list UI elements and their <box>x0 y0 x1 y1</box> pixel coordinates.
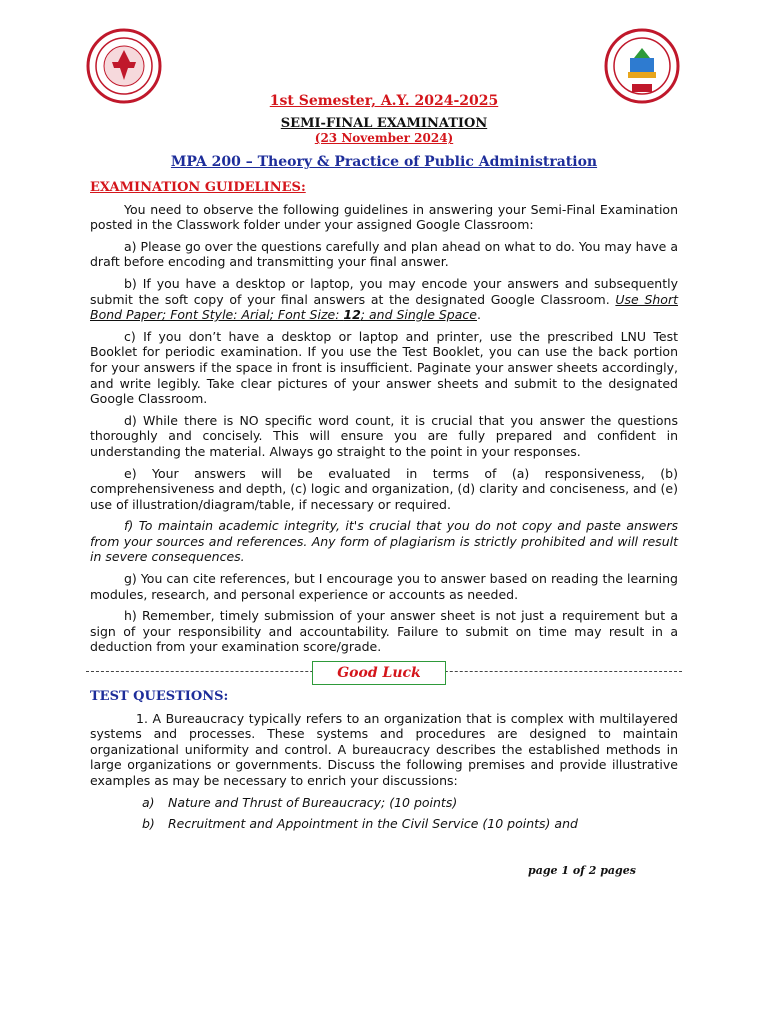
guideline-b-end: . <box>476 307 481 323</box>
item-tag: b) <box>142 816 155 832</box>
guideline-d: d) While there is NO specific word count, it is crucial that you answer the questions thoroughly and concisely. This will ensure you are fully prepared and confident in understanding the material. Always go straight to the point in your responses. <box>90 412 678 459</box>
guideline-g: g) You can cite references, but I encourage you to answer based on reading the learning modules, research, and personal experience or accounts as needed. <box>90 571 678 602</box>
guideline-e: e) Your answers will be evaluated in terms of (a) responsiveness, (b) comprehensiveness and depth, (c) logic and organization, (d) clarity and conciseness, and (e) use of illustration/diagram/table, if necessary or required. <box>90 465 678 512</box>
guideline-b-spec1: Use Short Bond Paper; Font Style: Arial; Font Size: <box>90 291 678 323</box>
item-text: Recruitment and Appointment in the Civil Service (10 points) and <box>168 816 578 832</box>
good-luck-banner: Good Luck <box>312 661 446 685</box>
exam-body <box>90 180 678 838</box>
good-luck-divider <box>86 661 682 685</box>
guideline-a: a) Please go over the questions carefully and plan ahead on what to do. You may have a draft before encoding and transmitting your final answer. <box>90 238 678 270</box>
item-tag: a) <box>142 794 155 810</box>
question-1-item-a <box>142 795 678 811</box>
question-1-item-b <box>142 816 678 832</box>
exam-title: SEMI-FINAL EXAMINATION <box>280 116 488 131</box>
exam-header <box>0 92 768 171</box>
guidelines-intro: You need to observe the following guidelines in answering your Semi-Final Examination posted in the Classwork folder under your assigned Google Classroom: <box>90 201 678 233</box>
guideline-c: c) If you don’t have a desktop or laptop and printer, use the prescribed LNU Test Booklet for periodic examination. If you use the Test Booklet, you can use the back portion for your answers if the space in front is insufficient. Paginate your answer sheets accordingly, and write legibly. Take clear pictures of your answer sheets and submit to the designated Google Classroom. <box>90 328 678 407</box>
guidelines-title: EXAMINATION GUIDELINES: <box>90 180 306 195</box>
page-number: page 1 of 2 pages <box>528 864 636 877</box>
semester-line: 1st Semester, A.Y. 2024-2025 <box>269 93 499 109</box>
guideline-b-text: b) If you have a desktop or laptop, you may encode your answers and subsequently submit the soft copy of your final answers at the designated Google Classroom. <box>90 275 678 307</box>
guideline-b-size: 12 <box>343 307 361 323</box>
guideline-b <box>90 276 678 323</box>
guideline-f: f) To maintain academic integrity, it's crucial that you do not copy and paste answers from your sources and references. Any form of plagiarism is strictly prohibited and will result in severe consequences. <box>90 518 678 565</box>
course-title: MPA 200 – Theory & Practice of Public Administration <box>170 154 598 170</box>
question-1: 1. A Bureaucracy typically refers to an organization that is complex with multilayered systems and processes. These systems and procedures are designed to maintain organizational uniformity and control. A bureaucracy describes the established methods in large organizations or governments. Discuss the following premises and provide illustrative examples as may be necessary to enrich your discussions: <box>90 710 678 788</box>
guideline-b-spec2: ; and Single Space <box>360 307 477 323</box>
guideline-h: h) Remember, timely submission of your answer sheet is not just a requirement but a sign of your responsibility and accountability. Failure to submit on time may result in a deduction from your examination score/grade. <box>90 608 678 655</box>
test-questions-title: TEST QUESTIONS: <box>90 689 229 705</box>
item-text: Nature and Thrust of Bureaucracy; (10 points) <box>168 794 458 810</box>
exam-date: (23 November 2024) <box>314 131 454 145</box>
